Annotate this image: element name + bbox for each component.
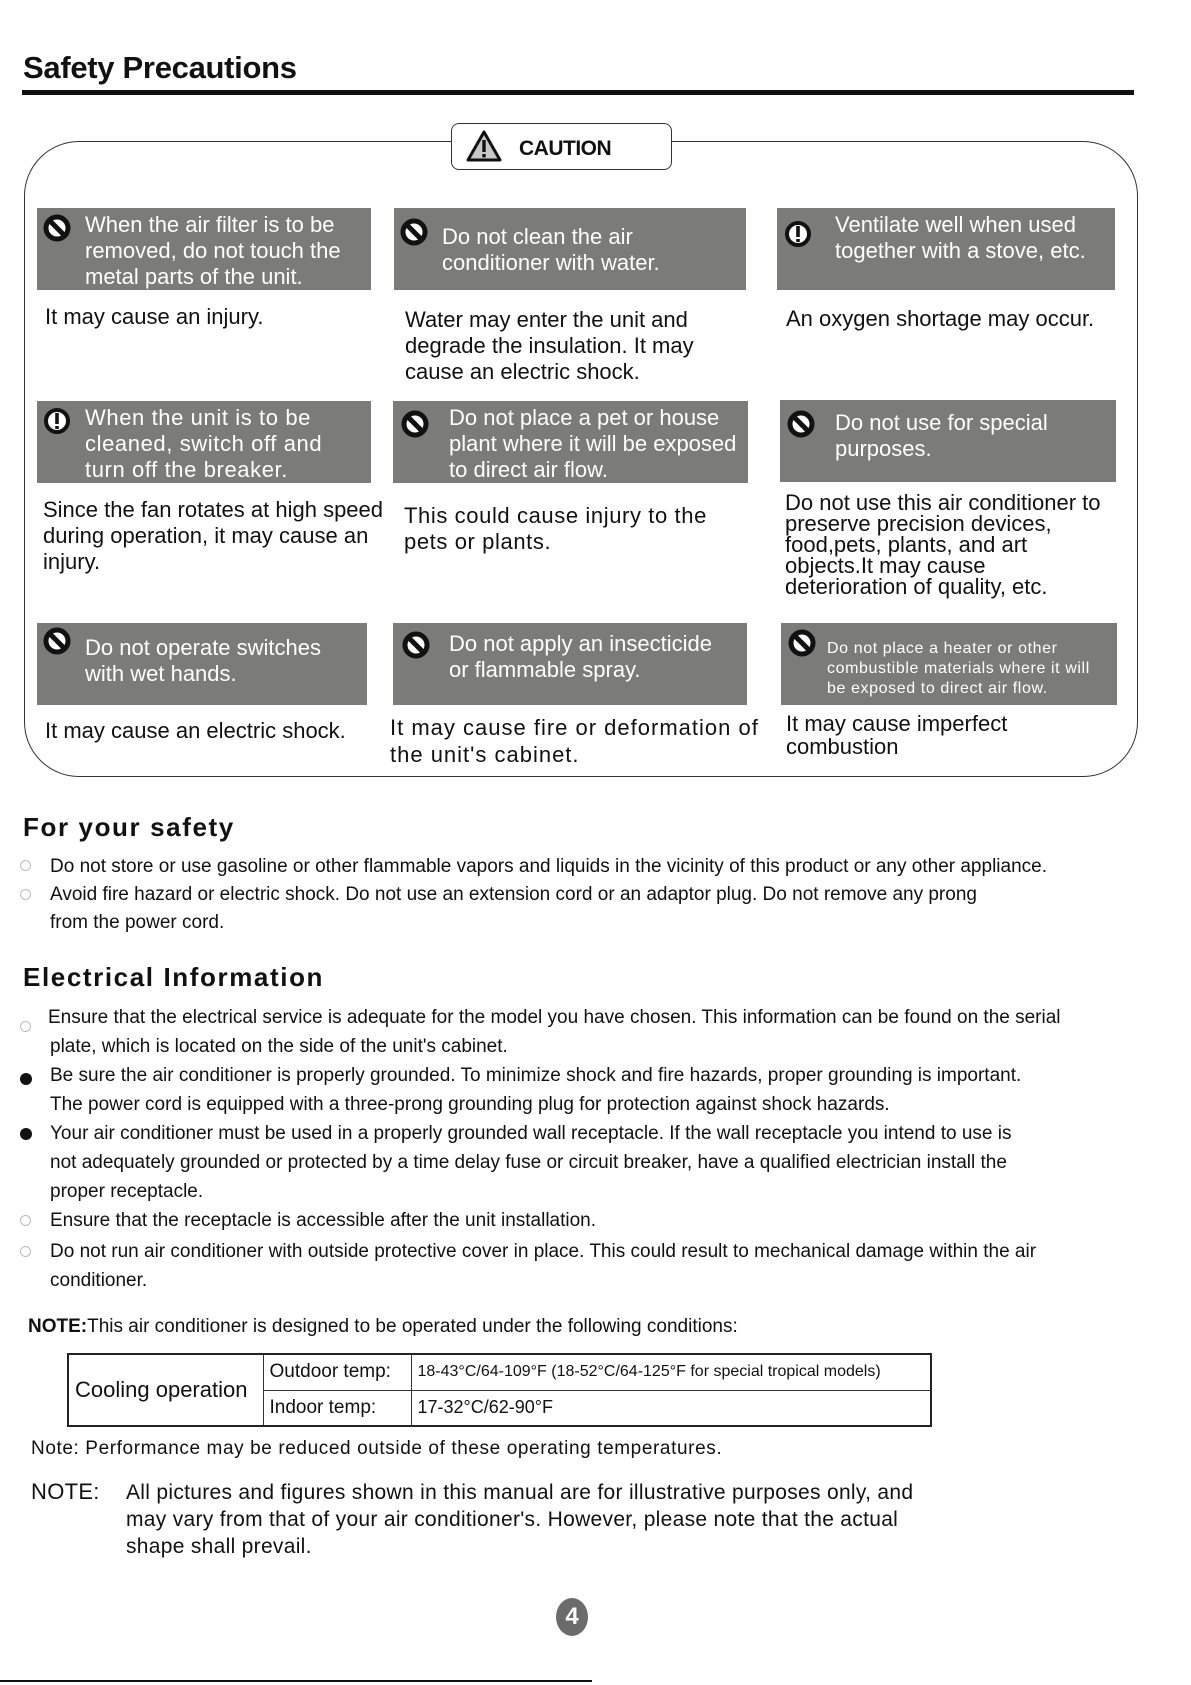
- open-bullet-icon: [20, 860, 31, 871]
- caution-text: CAUTION: [519, 137, 612, 160]
- electrical-item: Do not run air conditioner with outside protective cover in place. This could result to mechanical damage within the air: [50, 1241, 1037, 1262]
- page-title: Safety Precautions: [23, 50, 297, 85]
- prohibited-icon: [43, 627, 71, 655]
- prohibited-icon: [43, 214, 71, 242]
- electrical-heading: Electrical Information: [23, 962, 325, 992]
- caution-card-head: Do not operate switches with wet hands.: [37, 623, 367, 705]
- solid-bullet-icon: [20, 1128, 32, 1140]
- caution-card-head: Do not apply an insecticide or flammable spray.: [393, 623, 747, 705]
- illustrative-note-line: may vary from that of your air conditioner's. However, please note that the actual: [126, 1508, 899, 1531]
- electrical-item: Ensure that the electrical service is adequate for the model you have chosen. This information can be found on the serial: [48, 1007, 1061, 1028]
- illustrative-note-label: NOTE:: [31, 1479, 100, 1504]
- caution-card-head: Ventilate well when used together with a stove, etc.: [777, 208, 1115, 290]
- caution-card-head: When the air filter is to be removed, do not touch the metal parts of the unit.: [37, 208, 371, 290]
- safety-item: Do not store or use gasoline or other flammable vapors and liquids in the vicinity of this product or any other appliance.: [50, 856, 1047, 877]
- prohibited-icon: [400, 218, 428, 246]
- caution-card-head: Do not clean the air conditioner with water.: [394, 208, 746, 290]
- indoor-temp-value: 17-32°C/62-90°F: [411, 1390, 931, 1426]
- operating-conditions-table: [67, 1353, 932, 1427]
- electrical-item-cont: conditioner.: [50, 1270, 148, 1291]
- conditions-note: [28, 1316, 738, 1338]
- caution-card-body: This could cause injury to the pets or plants.: [404, 503, 707, 554]
- caution-card-body: An oxygen shortage may occur.: [786, 306, 1095, 331]
- outdoor-temp-label: Outdoor temp:: [263, 1354, 411, 1390]
- caution-card-body: It may cause fire or deformation of the unit's cabinet.: [390, 715, 759, 767]
- caution-card-head: Do not use for special purposes.: [780, 400, 1116, 482]
- note-text: This air conditioner is designed to be operated under the following conditions:: [87, 1316, 738, 1337]
- safety-item: Avoid fire hazard or electric shock. Do not use an extension cord or an adaptor plug. Do not remove any prong: [50, 884, 977, 905]
- solid-bullet-icon: [20, 1073, 32, 1085]
- page-number-badge: 4: [556, 1598, 588, 1636]
- electrical-item-cont: not adequately grounded or protected by a time delay fuse or circuit breaker, have a qualified electrician install the: [50, 1152, 1007, 1173]
- illustrative-note-line: All pictures and figures shown in this manual are for illustrative purposes only, and: [126, 1481, 914, 1504]
- caution-card-body: It may cause an injury.: [45, 304, 264, 329]
- electrical-item: Your air conditioner must be used in a properly grounded wall receptacle. If the wall receptacle you intend to use is: [50, 1123, 1012, 1144]
- caution-card-head: When the unit is to be cleaned, switch off and turn off the breaker.: [37, 401, 371, 483]
- electrical-item: Be sure the air conditioner is properly grounded. To minimize shock and fire hazards, proper grounding is important.: [50, 1065, 1022, 1086]
- mandatory-icon: [43, 407, 71, 435]
- performance-note: Note: Performance may be reduced outside of these operating temperatures.: [31, 1438, 723, 1459]
- open-bullet-icon: [20, 1021, 31, 1032]
- caution-card-body: Since the fan rotates at high speed during operation, it may cause an injury.: [43, 497, 384, 574]
- electrical-item: Ensure that the receptacle is accessible after the unit installation.: [50, 1210, 597, 1231]
- electrical-item-cont: The power cord is equipped with a three-prong grounding plug for protection against shock hazards.: [50, 1094, 890, 1115]
- open-bullet-icon: [20, 889, 31, 900]
- indoor-temp-label: Indoor temp:: [263, 1390, 411, 1426]
- caution-card-body: Water may enter the unit and degrade the insulation. It may cause an electric shock.: [405, 307, 694, 384]
- title-rule: [22, 90, 1134, 95]
- caution-card-head: Do not place a heater or other combustible materials where it will be exposed to direct air flow.: [781, 623, 1117, 705]
- outdoor-temp-value: 18-43°C/64-109°F (18-52°C/64-125°F for special tropical models): [411, 1354, 931, 1390]
- note-label: NOTE:: [28, 1316, 88, 1337]
- caution-card-head: Do not place a pet or house plant where it will be exposed to direct air flow.: [393, 401, 748, 483]
- safety-item-cont: from the power cord.: [50, 912, 225, 933]
- caution-card-body: Do not use this air conditioner to preserve precision devices, food,pets, plants, and art objects.It may cause deterioration of quality, etc.: [785, 490, 1101, 599]
- table-row: [68, 1354, 931, 1390]
- caution-label: [451, 123, 672, 170]
- warning-triangle-icon: [466, 130, 502, 167]
- mandatory-icon: [784, 220, 812, 248]
- cooling-operation-cell: Cooling operation: [68, 1354, 263, 1426]
- prohibited-icon: [402, 631, 430, 659]
- illustrative-note-line: shape shall prevail.: [126, 1535, 312, 1558]
- electrical-item-cont: proper receptacle.: [50, 1181, 204, 1202]
- prohibited-icon: [401, 410, 429, 438]
- open-bullet-icon: [20, 1246, 31, 1257]
- safety-heading: For your safety: [23, 812, 235, 842]
- prohibited-icon: [787, 410, 815, 438]
- electrical-item-cont: plate, which is located on the side of the unit's cabinet.: [50, 1036, 508, 1057]
- open-bullet-icon: [20, 1215, 31, 1226]
- bottom-rule: [0, 1680, 592, 1682]
- prohibited-icon: [788, 629, 816, 657]
- caution-card-body: It may cause imperfect combustion: [786, 711, 1008, 759]
- caution-card-body: It may cause an electric shock.: [45, 718, 346, 743]
